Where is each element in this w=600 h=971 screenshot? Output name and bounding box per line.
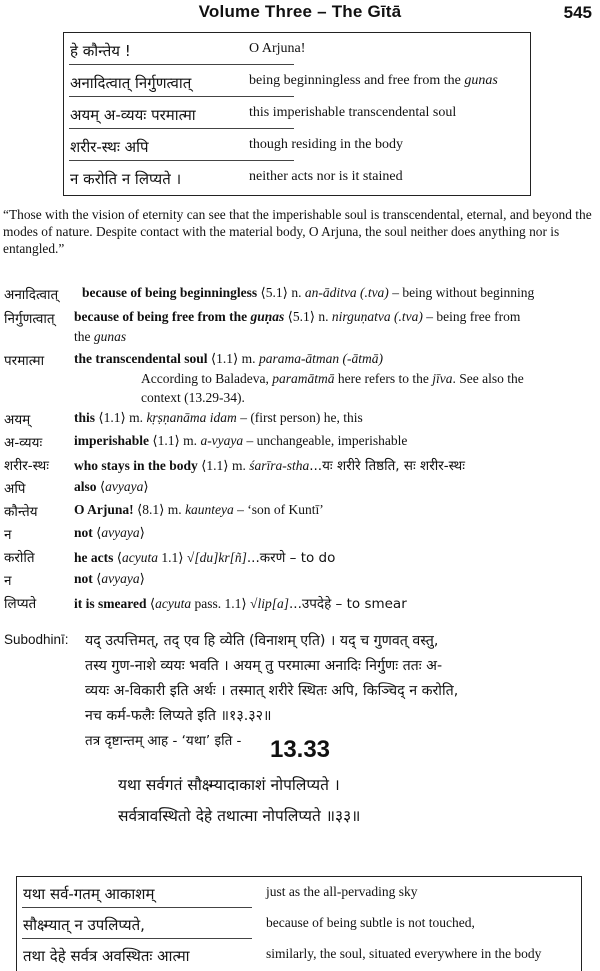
gloss-sanskrit: न करोति न लिप्यते । <box>70 170 182 188</box>
dict-note: According to Baladeva, paramātmā here refers to the jīva. See also the <box>141 371 524 386</box>
dict-term: अ-व्ययः <box>4 435 43 451</box>
page-number: 545 <box>563 3 592 22</box>
dict-term: अपि <box>4 481 26 497</box>
dict-definition: who stays in the body ⟨1.1⟩ m. śarīra-stha...यः शरीरे तिष्ठति, सः शरीर-स्थः <box>74 458 465 474</box>
dict-definition: also ⟨avyaya⟩ <box>74 479 149 494</box>
dict-term: शरीर-स्थः <box>4 458 49 474</box>
commentary-line: व्ययः अ-विकारी इति अर्थः । तस्मात् शरीरे स्थितः अपि, किञ्चिद् न करोति, <box>85 683 459 699</box>
gloss-english: being beginningless and free from the gunas <box>249 73 498 88</box>
dict-term: निर्गुणत्वात् <box>4 311 55 327</box>
dict-definition: because of being free from the guṇas ⟨5.1⟩ n. nirguṇatva (.tva) – being free from <box>74 309 521 324</box>
dict-definition: not ⟨avyaya⟩ <box>74 571 145 586</box>
gloss-row-divider <box>22 938 252 939</box>
gloss-row-divider <box>69 64 294 65</box>
gloss-english: O Arjuna! <box>249 41 306 56</box>
verse-translation: “Those with the vision of eternity can see that the imperishable soul is transcendental, eternal, and beyond the modes of nature. Despite contact with the material body, O Arjuna, the soul neither does anything nor is entangled.” <box>3 207 592 256</box>
dict-definition: O Arjuna! ⟨8.1⟩ m. kaunteya – ‘son of Kuntī’ <box>74 502 324 517</box>
dict-definition: this ⟨1.1⟩ m. kṛṣṇanāma idam – (first person) he, this <box>74 410 363 425</box>
gloss-sanskrit: शरीर-स्थः अपि <box>70 138 149 156</box>
gloss-row-divider <box>22 907 252 908</box>
dict-definition: not ⟨avyaya⟩ <box>74 525 145 540</box>
gloss-sanskrit: सौक्ष्म्यात् न उपलिप्यते, <box>23 916 145 934</box>
dict-term: न <box>4 527 12 543</box>
gloss-row-divider <box>69 96 294 97</box>
dict-definition: because of being beginningless ⟨5.1⟩ n. an-āditva (.tva) – being without beginning <box>82 285 535 300</box>
gloss-row-divider <box>69 160 294 161</box>
dict-term: लिप्यते <box>4 596 37 612</box>
gloss-english: neither acts nor is it stained <box>249 169 403 184</box>
dict-term: न <box>4 573 12 589</box>
commentary-line: यद् उत्पत्तिमत्, तद् एव हि व्येति (विनाशम् एति) । यद् च गुणवत् वस्तु, <box>85 633 439 649</box>
dict-term: अनादित्वात् <box>4 287 59 303</box>
commentary-line: तत्र दृष्टान्तम् आह - ‘यथा’ इति - <box>85 733 242 749</box>
gloss-sanskrit: यथा सर्व-गतम् आकाशम् <box>23 885 155 903</box>
verse-line: यथा सर्वगतं सौक्ष्म्यादाकाशं नोपलिप्यते । <box>118 776 340 794</box>
commentary-label: Subodhinī: <box>4 632 69 647</box>
gloss-english: because of being subtle is not touched, <box>266 915 475 930</box>
gloss-sanskrit: हे कौन्तेय ! <box>70 42 131 60</box>
dict-definition: the transcendental soul ⟨1.1⟩ m. parama-ātman (-ātmā) <box>74 351 384 366</box>
gloss-row-divider <box>69 128 294 129</box>
dict-note: context (13.29-34). <box>141 390 245 405</box>
gloss-english: this imperishable transcendental soul <box>249 105 457 120</box>
gloss-box-bottom <box>16 876 582 971</box>
dict-term: कौन्तेय <box>4 504 38 520</box>
commentary-line: नच कर्म-फलैः लिप्यते इति ॥१३.३२॥ <box>85 708 272 724</box>
verse-number: 13.33 <box>269 736 331 763</box>
gloss-english: just as the all-pervading sky <box>266 884 418 899</box>
running-header-title: Volume Three – The Gītā <box>198 2 402 21</box>
gloss-english: though residing in the body <box>249 137 403 152</box>
dict-term: करोति <box>4 550 35 566</box>
dict-definition: imperishable ⟨1.1⟩ m. a-vyaya – unchangeable, imperishable <box>74 433 408 448</box>
dict-term: परमात्मा <box>4 353 45 369</box>
dict-entry-continuation: the gunas <box>74 329 127 344</box>
gloss-sanskrit: अनादित्वात् निर्गुणत्वात् <box>70 74 192 92</box>
gloss-english: similarly, the soul, situated everywhere in the body <box>266 946 542 961</box>
dict-definition: it is smeared ⟨acyuta pass. 1.1⟩ √lip[a]...उपदेहे – to smear <box>74 596 407 612</box>
gloss-sanskrit: अयम् अ-व्ययः परमात्मा <box>70 106 196 124</box>
commentary-line: तस्य गुण-नाशे व्ययः भवति । अयम् तु परमात्मा अनादिः निर्गुणः ततः अ- <box>85 658 443 674</box>
verse-line: सर्वत्रावस्थितो देहे तथात्मा नोपलिप्यते ॥३३॥ <box>118 807 361 825</box>
dict-term: अयम् <box>4 412 31 428</box>
gloss-box-top <box>63 32 531 196</box>
gloss-sanskrit: तथा देहे सर्वत्र अवस्थितः आत्मा <box>23 947 190 965</box>
dict-definition: he acts ⟨acyuta 1.1⟩ √[du]kr[ñ]...करणे – to do <box>74 550 336 566</box>
